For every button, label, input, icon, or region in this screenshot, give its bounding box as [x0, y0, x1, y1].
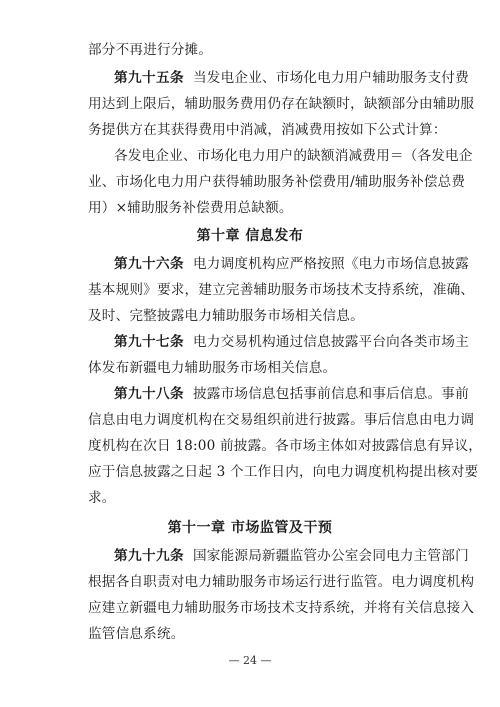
article-98-label: 第九十八条 — [114, 386, 184, 402]
article-99-line-2: 根据各自职责对电力辅助服务市场运行进行监管。电力调度机构 — [88, 574, 475, 590]
article-98-line-4: 应于信息披露之日起 3 个工作日内，向电力调度机构提出核对要 — [88, 464, 479, 480]
article-95-text: 当发电企业、市场化电力用户辅助服务支付费 — [193, 70, 469, 86]
article-99-text: 国家能源局新疆监管办公室会同电力主管部门 — [193, 548, 469, 564]
article-95-line-3: 务提供方在其获得费用中消减，消减费用按如下公式计算： — [88, 122, 447, 138]
article-97-line-2: 体发布新疆电力辅助服务市场相关信息。 — [88, 360, 337, 376]
article-97-label: 第九十七条 — [114, 334, 184, 350]
chapter-11-heading: 第十一章 市场监管及干预 — [167, 520, 333, 536]
article-99-line-4: 监管信息系统。 — [88, 626, 185, 642]
formula-line-2: 业、市场化电力用户获得辅助服务补偿费用/辅助服务补偿总费 — [88, 174, 466, 190]
article-95-line-1 — [114, 68, 469, 88]
formula-line-3: 用）×辅助服务补偿费用总缺额。 — [88, 200, 293, 216]
paragraph-line: 部分不再进行分摊。 — [88, 42, 213, 58]
article-98-text: 披露市场信息包括事前信息和事后信息。事前 — [193, 386, 469, 402]
formula-line-1: 各发电企业、市场化电力用户的缺额消减费用＝（各发电企 — [114, 148, 473, 164]
article-96-line-3: 及时、完整披露电力辅助服务市场相关信息。 — [88, 308, 364, 324]
page-number: — 24 — — [228, 654, 272, 667]
article-95-label: 第九十五条 — [114, 70, 184, 86]
article-99-line-3: 应建立新疆电力辅助服务市场技术支持系统，并将有关信息接入 — [88, 600, 475, 616]
article-96-line-2: 基本规则》要求，建立完善辅助服务市场技术支持系统，准确、 — [88, 282, 475, 298]
article-98-line-5: 求。 — [88, 490, 116, 506]
article-99-line-1 — [114, 546, 469, 566]
article-98-line-2: 信息由电力调度机构在交易组织前进行披露。事后信息由电力调 — [88, 412, 475, 428]
article-98-line-1 — [114, 384, 469, 404]
article-97-line-1 — [114, 332, 469, 352]
article-95-line-2: 用达到上限后，辅助服务费用仍存在缺额时，缺额部分由辅助服 — [88, 96, 475, 112]
article-99-label: 第九十九条 — [114, 548, 184, 564]
article-96-line-1 — [114, 254, 469, 274]
article-96-text: 电力调度机构应严格按照《电力市场信息披露 — [193, 256, 469, 272]
article-98-line-3: 度机构在次日 18:00 前披露。各市场主体如对披露信息有异议， — [88, 438, 483, 454]
article-97-text: 电力交易机构通过信息披露平台向各类市场主 — [193, 334, 469, 350]
chapter-10-heading: 第十章 信息发布 — [196, 228, 304, 244]
article-96-label: 第九十六条 — [114, 256, 184, 272]
